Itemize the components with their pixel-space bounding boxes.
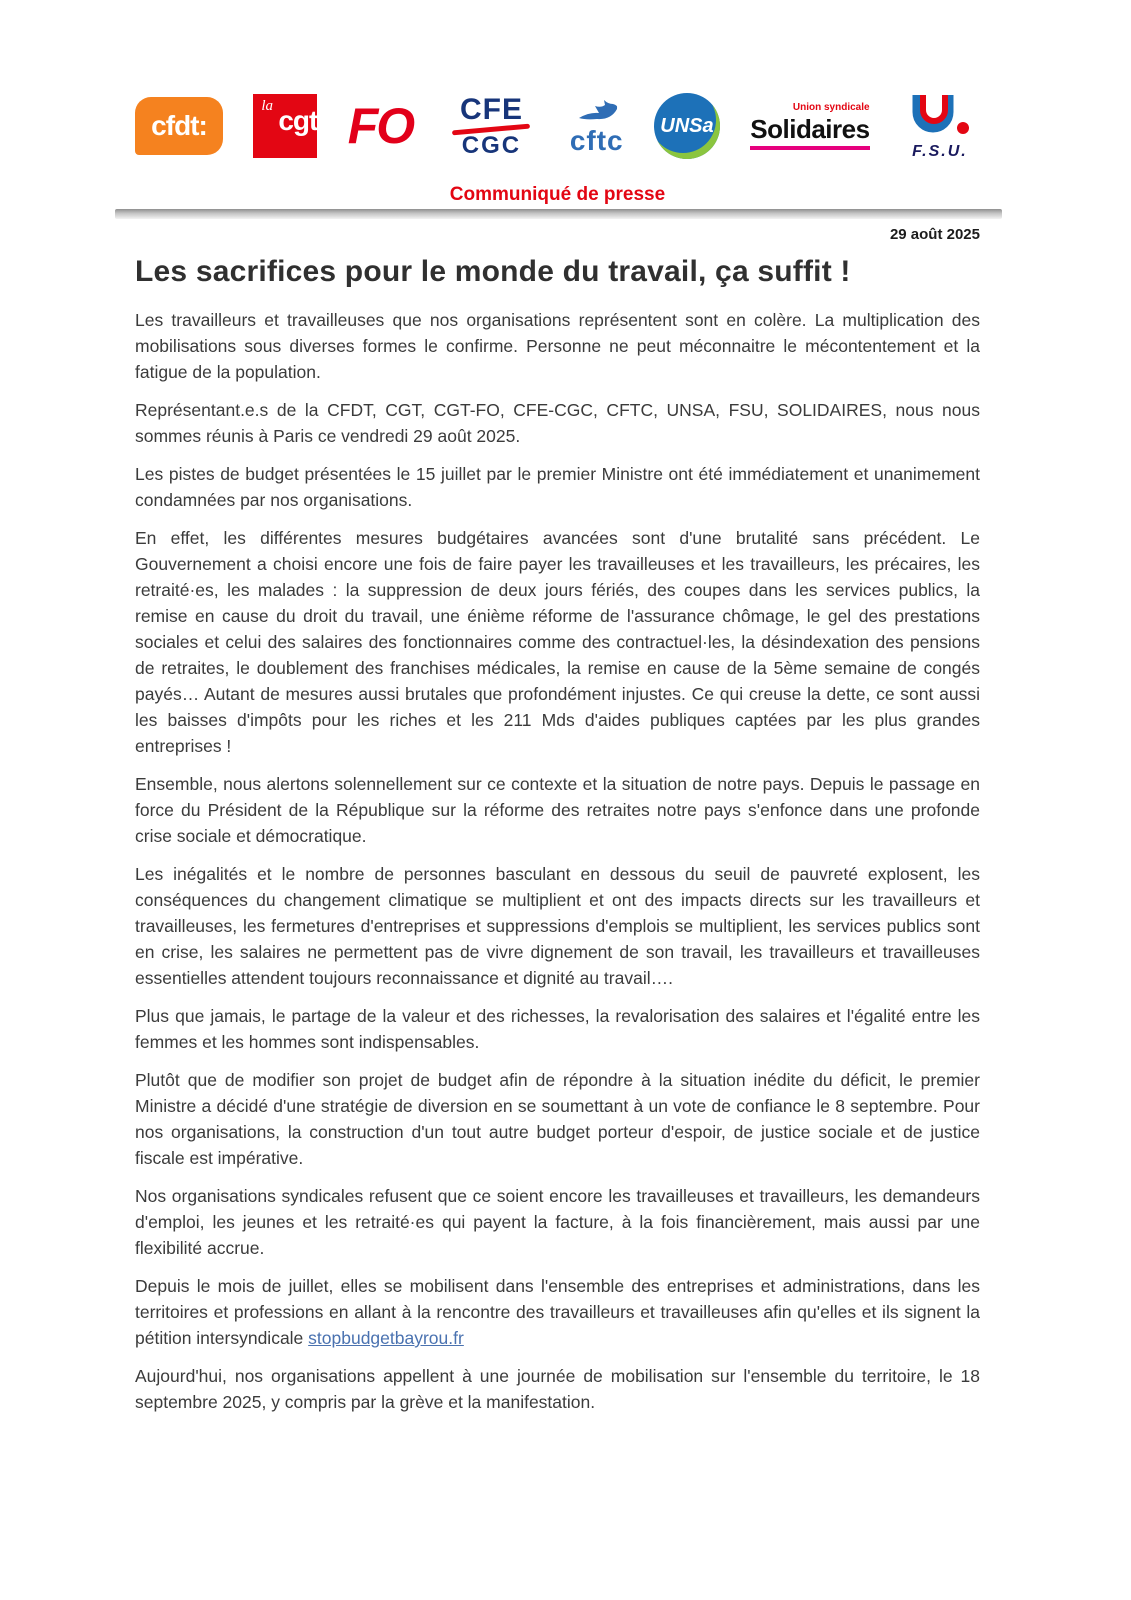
- cftc-logo: [570, 98, 624, 155]
- paragraph: Plus que jamais, le partage de la valeur et des richesses, la revalorisation des salaires et l'égalité entre les femmes et les hommes sont indispensables.: [135, 1006, 980, 1052]
- paragraph: Plutôt que de modifier son projet de budget afin de répondre à la situation inédite du déficit, le premier Ministre a décidé d'une stratégie de diversion en se soumettant à un vote de confiance le 8 septembre. Pour nos organisations, la construction d'un tout autre budget porteur d'espoir, de justice sociale et de justice fiscale est impérative.: [135, 1070, 980, 1168]
- dove-icon: [575, 98, 619, 127]
- union-logos-row: [135, 80, 980, 172]
- fsu-logo-text: F.S.U.: [912, 142, 968, 160]
- paragraph: Représentant.e.s de la CFDT, CGT, CGT-FO, CFE-CGC, CFTC, UNSA, FSU, SOLIDAIRES, nous nous sommes réunis à Paris ce vendredi 29 août 2025.: [135, 400, 980, 446]
- cgt-logo-text: cgt: [278, 105, 318, 136]
- solidaires-logo: [750, 102, 869, 150]
- petition-link[interactable]: stopbudgetbayrou.fr: [308, 1328, 464, 1348]
- paragraph: Aujourd'hui, nos organisations appellent à une journée de mobilisation sur l'ensemble du territoire, le 18 septembre 2025, y compris par la grève et la manifestation.: [135, 1366, 980, 1412]
- date: 29 août 2025: [889, 226, 980, 243]
- cfe-cgc-logo-line2: CGC: [461, 131, 522, 159]
- paragraph-text: Depuis le mois de juillet, elles se mobilisent dans l'ensemble des entreprises et administrations, dans les territoires et professions en allant à la rencontre des travailleurs et travailleuses afin qu'elles et ils signent la pétition intersyndicale: [135, 1276, 980, 1348]
- paragraph: [135, 1273, 980, 1351]
- cfe-cgc-logo-line1: CFE: [459, 92, 523, 126]
- cftc-logo-text: cftc: [569, 124, 624, 156]
- fo-logo-text: FO: [347, 98, 414, 154]
- press-release-kicker: Communiqué de presse: [449, 184, 666, 205]
- page-title: Les sacrifices pour le monde du travail, ça suffit !: [135, 255, 851, 288]
- paragraph: Nos organisations syndicales refusent que ce soient encore les travailleuses et travailleurs, les demandeurs d'emploi, les jeunes et les retraité·es qui payent la facture, à la fois financièrement, mais aussi par une flexibilité accrue.: [135, 1186, 980, 1258]
- cgt-logo-la-text: la: [261, 98, 274, 114]
- cfdt-logo-text: cfdt:: [151, 110, 207, 141]
- paragraph: Les inégalités et le nombre de personnes basculant en dessous du seuil de pauvreté explosent, les conséquences du changement climatique se multiplient et ont des impacts directs sur les travailleurs et travailleuses, les fermetures d'entreprises et suppressions d'emplois se multiplient, les services publics sont en crise, les salaires ne permettent pas de vivre dignement de son travail, les travailleurs et travailleuses essentielles attendent toujours reconnaissance et dignité au travail….: [135, 864, 980, 988]
- unsa-logo-text: UNSa: [660, 114, 714, 137]
- cfdt-logo: [135, 97, 223, 155]
- paragraph: Les travailleurs et travailleuses que nos organisations représentent sont en colère. La multiplication des mobilisations sous diverses formes le confirme. Personne ne peut méconnaitre le mécontentement et la fatigue de la population.: [135, 310, 980, 382]
- cgt-logo: [253, 94, 317, 158]
- paragraph: Ensemble, nous alertons solennellement sur ce contexte et la situation de notre pays. Depuis le passage en force du Président de la République sur la réforme des retraites notre pays s'enfonce dans une profonde crise sociale et démocratique.: [135, 774, 980, 846]
- fsu-logo: [900, 92, 980, 161]
- page-content: [0, 80, 1131, 1415]
- paragraph: En effet, les différentes mesures budgétaires avancées sont d'une brutalité sans précédent. Le Gouvernement a choisi encore une fois de faire payer les travailleuses et les travailleurs, les précaires, les retraité·es, les malades : la suppression de deux jours fériés, des coupes dans les services publics, la remise en cause du droit du travail, une énième réforme de l'assurance chômage, le gel des prestations sociales et celui des salaires des fonctionnaires comme des contractuel·les, la désindexation des pensions de retraites, le doublement des franchises médicales, la remise en cause de la 5ème semaine de congés payés… Autant de mesures aussi brutales que profondément injustes. Ce qui creuse la dette, ce sont aussi les baisses d'impôts pour les riches et les 211 Mds d'aides publiques captées par les plus grandes entreprises !: [135, 528, 980, 756]
- header-divider: [115, 209, 1002, 219]
- solidaires-logo-text: Solidaires: [750, 114, 869, 150]
- fsu-u-mark-icon: [908, 92, 972, 141]
- cfe-cgc-logo: [443, 92, 539, 159]
- unsa-logo: [654, 93, 720, 159]
- unsa-circle-icon: [654, 93, 720, 159]
- fo-logo: [347, 98, 414, 154]
- paragraph: Les pistes de budget présentées le 15 juillet par le premier Ministre ont été immédiatement et unanimement condamnées par nos organisations.: [135, 464, 980, 510]
- solidaires-logo-small-text: Union syndicale: [792, 102, 870, 113]
